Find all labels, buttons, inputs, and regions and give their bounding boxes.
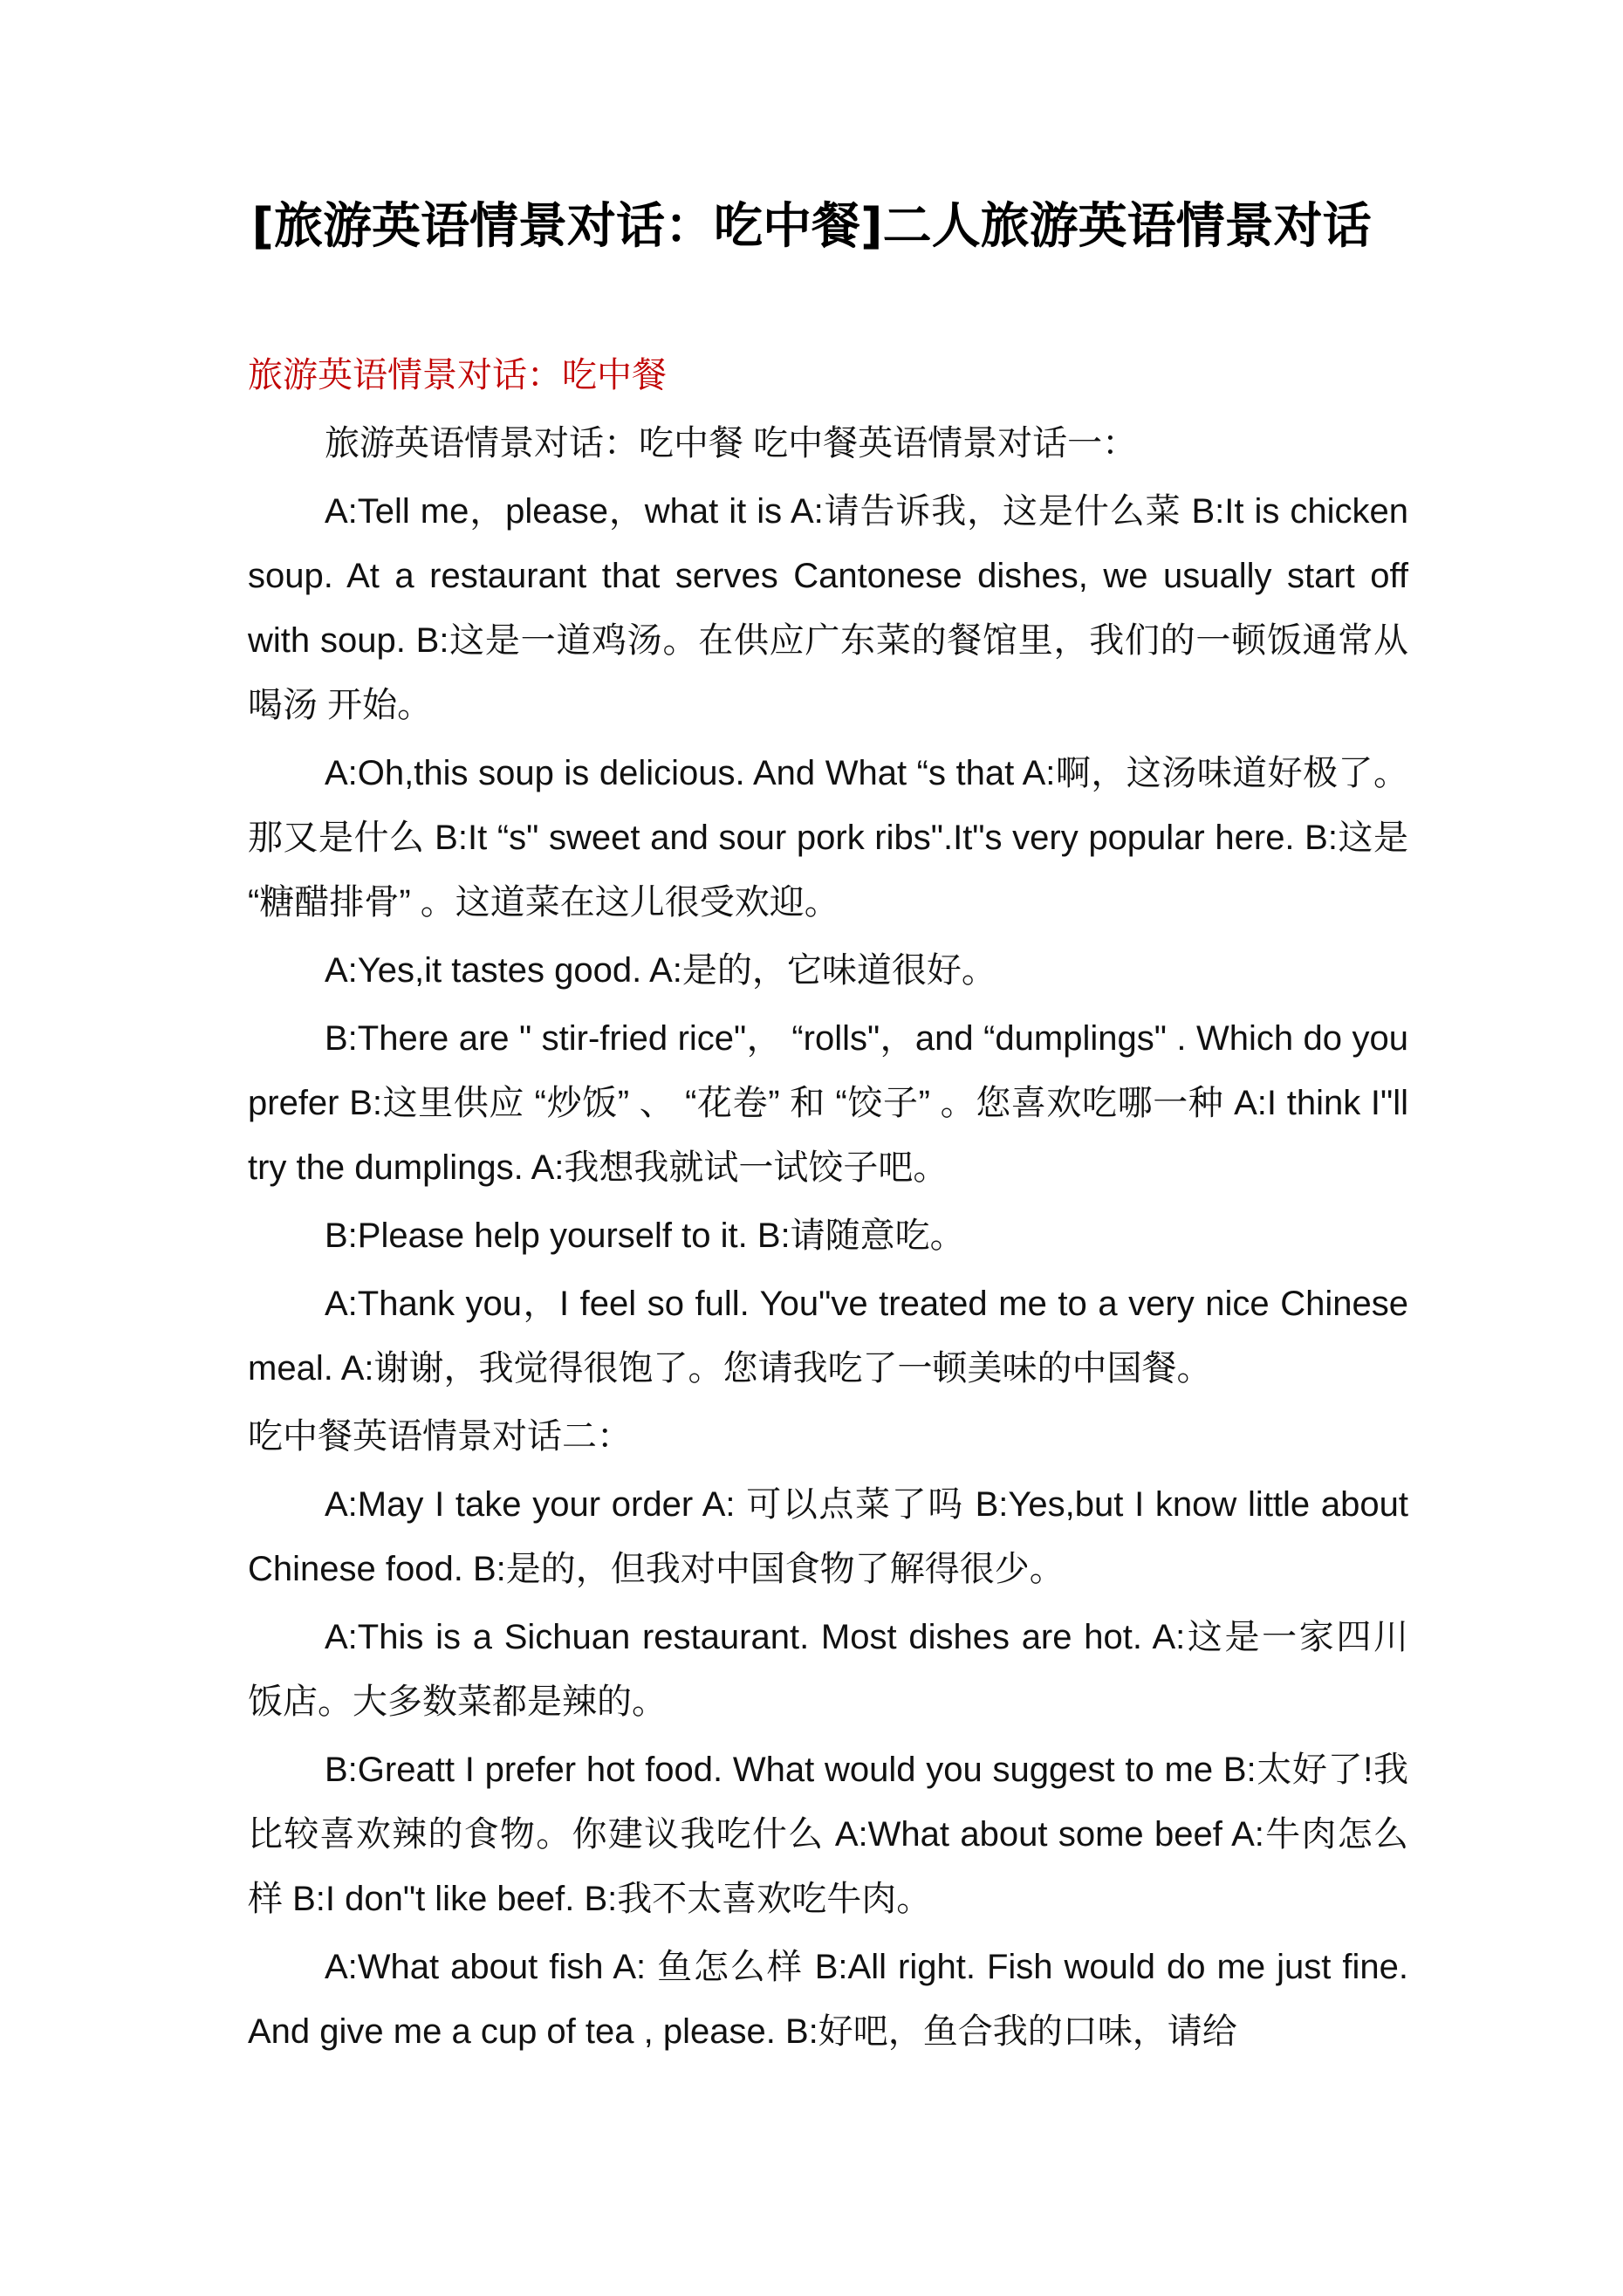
paragraph-dialogue: B:Please help yourself to it. B:请随意吃。 [325, 1217, 965, 1255]
paragraph-intro: 旅游英语情景对话：吃中餐 吃中餐英语情景对话一： [325, 424, 1138, 463]
paragraph-dialogue: B:There are " stir-fried rice"， “rolls"，and “dumplings" . Which do you prefer B:这里供应 “炒饭” 、 “花卷” 和 “饺子” 。您喜欢吃哪一种 A:I think I"ll try the dumplings. A:我想我就试一试饺子吧。 [248, 1019, 1408, 1187]
paragraph-dialogue: B:Greatt I prefer hot food. What would you suggest to me B:太好了!我比较喜欢辣的食物。你建议我吃什么 A:What about some beef A:牛肉怎么样 B:I don"t like beef. B:我不太喜欢吃牛肉。 [248, 1751, 1408, 1918]
paragraph-dialogue: A:What about fish A: 鱼怎么样 B:All right. Fish would do me just fine. And give me a cup of tea , please. B:好吧，鱼合我的口味，请给 [248, 1948, 1408, 2051]
document-title: [旅游英语情景对话：吃中餐]二人旅游英语情景对话 [251, 198, 1372, 255]
paragraph-dialogue: A:This is a Sichuan restaurant. Most dishes are hot. A:这是一家四川饭店。大多数菜都是辣的。 [248, 1618, 1408, 1721]
document-body [248, 345, 1408, 2067]
section-heading: 旅游英语情景对话：吃中餐 [248, 355, 667, 395]
paragraph-dialogue: A:Thank you，I feel so full. You"ve treated me to a very nice Chinese meal. A:谢谢，我觉得很饱了。您请我吃了一顿美味的中国餐。 [248, 1285, 1408, 1388]
paragraph-dialogue: A:Oh,this soup is delicious. And What “s that A:啊，这汤味道好极了。那又是什么 B:It “s" sweet and sour pork ribs".It"s very popular here. B:这是 “糖醋排骨” 。这道菜在这儿很受欢迎。 [248, 754, 1408, 922]
paragraph-dialogue: A:Tell me，please，what it is A:请告诉我，这是什么菜 B:It is chicken soup. At a restaurant that serves Cantonese dishes, we usually start off with soup. B:这是一道鸡汤。在供应广东菜的餐馆里，我们的一顿饭通常从喝汤 开始。 [248, 492, 1408, 724]
paragraph-dialogue: A:May I take your order A: 可以点菜了吗 B:Yes,but I know little about Chinese food. B:是的，但我对中国食物了解得很少。 [248, 1485, 1408, 1588]
paragraph-dialogue: A:Yes,it tastes good. A:是的，它味道很好。 [325, 951, 996, 990]
subsection-label: 吃中餐英语情景对话二： [248, 1417, 632, 1456]
